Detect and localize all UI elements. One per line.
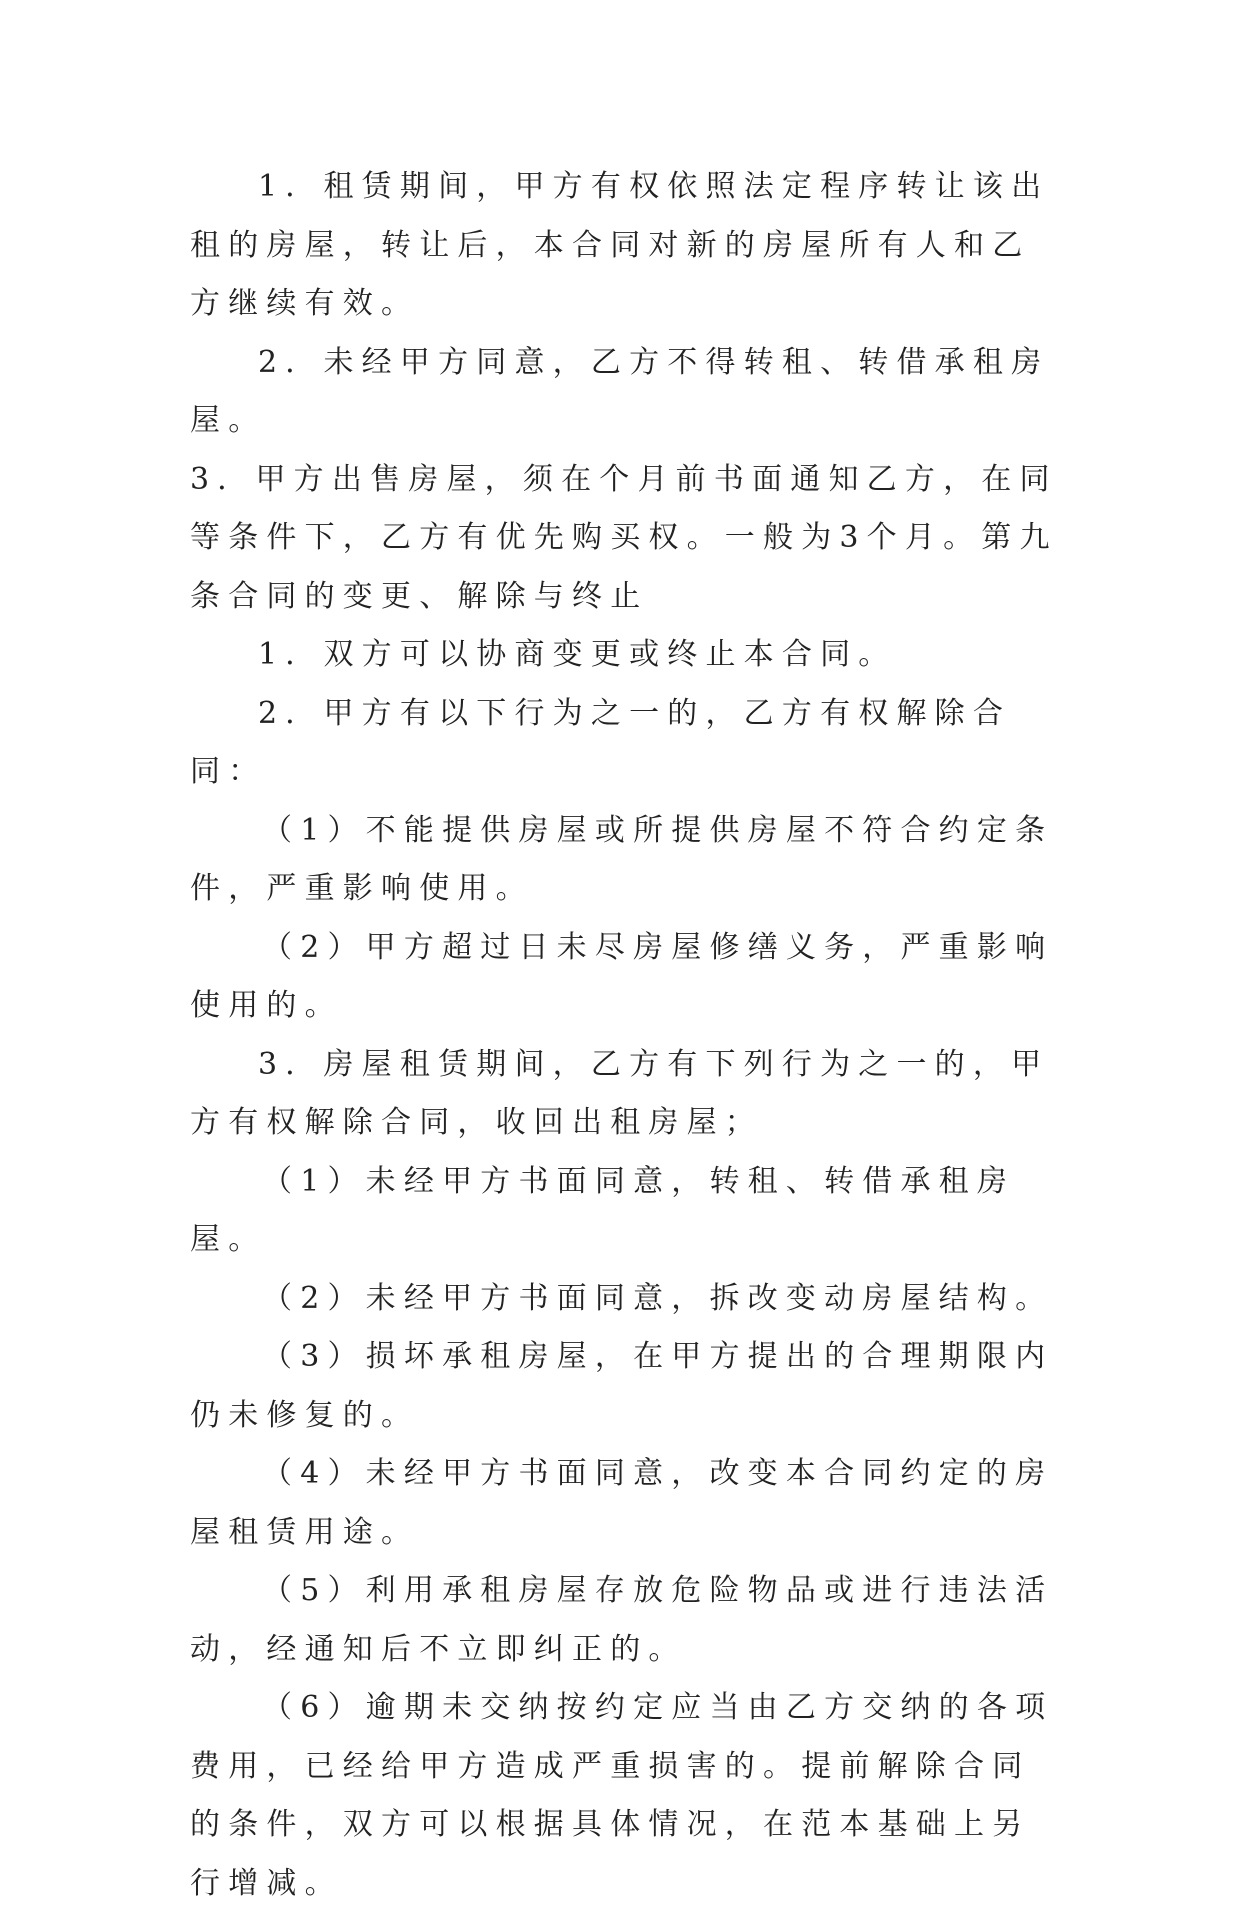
paragraph-landlord-termination-rights: 3．房屋租赁期间，乙方有下列行为之一的，甲方有权解除合同，收回出租房屋；: [190, 1046, 1050, 1140]
paragraph-transfer-rights: 1．租赁期间，甲方有权依照法定程序转让该出租的房屋，转让后，本合同对新的房屋所有人和乙方继续有效。: [190, 169, 1050, 321]
list-item-tenant-2: （2）未经甲方书面同意，拆改变动房屋结构。: [262, 1280, 1054, 1316]
list-item-tenant-6: （6）逾期未交纳按约定应当由乙方交纳的各项费用，已经给甲方造成严重损害的。提前解除合同的条件，双方可以根据具体情况，在范本基础上另行增减。: [190, 1690, 1054, 1901]
list-item-tenant-5: （5）利用承租房屋存放危险物品或进行违法活动，经通知后不立即纠正的。: [190, 1573, 1054, 1667]
list-item-tenant-4: （4）未经甲方书面同意，改变本合同约定的房屋租赁用途。: [190, 1456, 1054, 1550]
paragraph-mutual-termination: 1．双方可以协商变更或终止本合同。: [258, 637, 897, 672]
list-item-landlord-2: （2）甲方超过日未尽房屋修缮义务，严重影响使用的。: [190, 929, 1054, 1023]
document-body: [190, 158, 1060, 1913]
paragraph-tenant-termination-rights: 2．甲方有以下行为之一的，乙方有权解除合同：: [190, 695, 1012, 789]
list-item-landlord-1: （1）不能提供房屋或所提供房屋不符合约定条件，严重影响使用。: [190, 812, 1054, 906]
list-item-tenant-3: （3）损坏承租房屋，在甲方提出的合理期限内仍未修复的。: [190, 1339, 1054, 1433]
list-item-tenant-1: （1）未经甲方书面同意，转租、转借承租房屋。: [190, 1163, 1016, 1257]
paragraph-no-sublease: 2．未经甲方同意，乙方不得转租、转借承租房屋。: [190, 344, 1050, 438]
paragraph-sale-notice: 3．甲方出售房屋，须在个月前书面通知乙方，在同等条件下，乙方有优先购买权。一般为3个月。第九条合同的变更、解除与终止: [190, 461, 1058, 614]
